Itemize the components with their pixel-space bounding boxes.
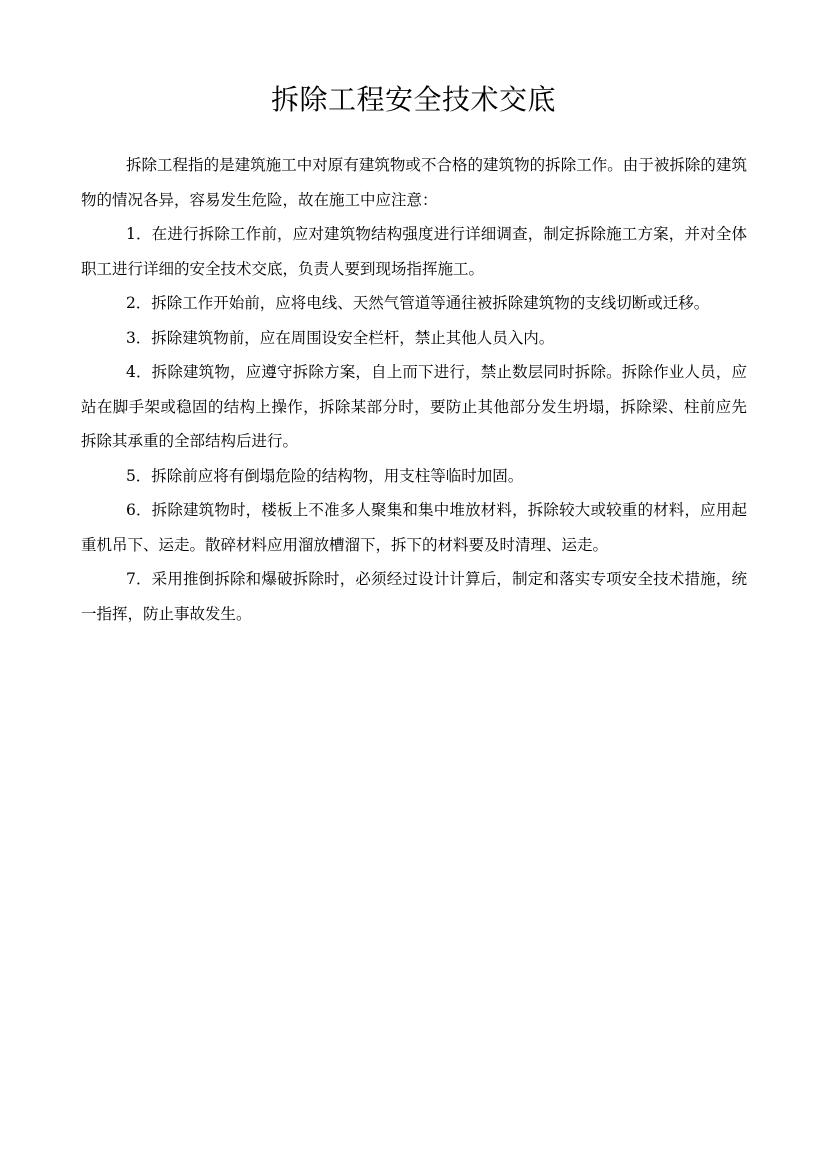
document-title: 拆除工程安全技术交底 xyxy=(270,83,556,116)
item-3-paragraph: 3．拆除建筑物前，应在周围设安全栏杆，禁止其他人员入内。 xyxy=(125,328,555,347)
item-2-paragraph: 2．拆除工作开始前，应将电线、天然气管道等通往被拆除建筑物的支线切断或迁移。 xyxy=(125,294,710,312)
intro-paragraph: 拆除工程指的是建筑施工中对原有建筑物或不合格的建筑物的拆除工作。由于被拆除的建筑物的情况各异，容易发生危险，故在施工中应注意： xyxy=(81,156,747,209)
item-1-paragraph: 1．在进行拆除工作前，应对建筑物结构强度进行详细调查，制定拆除施工方案，并对全体职工进行详细的安全技术交底，负责人要到现场指挥施工。 xyxy=(81,225,747,278)
item-6-paragraph: 6．拆除建筑物时，楼板上不准多人聚集和集中堆放材料，拆除较大或较重的材料，应用起重机吊下、运走。散碎材料应用溜放槽溜下，拆下的材料要及时清理、运走。 xyxy=(81,501,747,554)
document-body xyxy=(81,148,747,631)
item-7-paragraph: 7．采用推倒拆除和爆破拆除时，必须经过设计计算后，制定和落实专项安全技术措施，统一指挥，防止事故发生。 xyxy=(81,570,747,623)
item-5-paragraph: 5．拆除前应将有倒塌危险的结构物，用支柱等临时加固。 xyxy=(125,466,524,485)
item-4-paragraph: 4．拆除建筑物，应遵守拆除方案，自上而下进行，禁止数层同时拆除。拆除作业人员，应站在脚手架或稳固的结构上操作，拆除某部分时，要防止其他部分发生坍塌，拆除梁、柱前应先拆除其承重的全部结构后进行。 xyxy=(81,363,747,450)
